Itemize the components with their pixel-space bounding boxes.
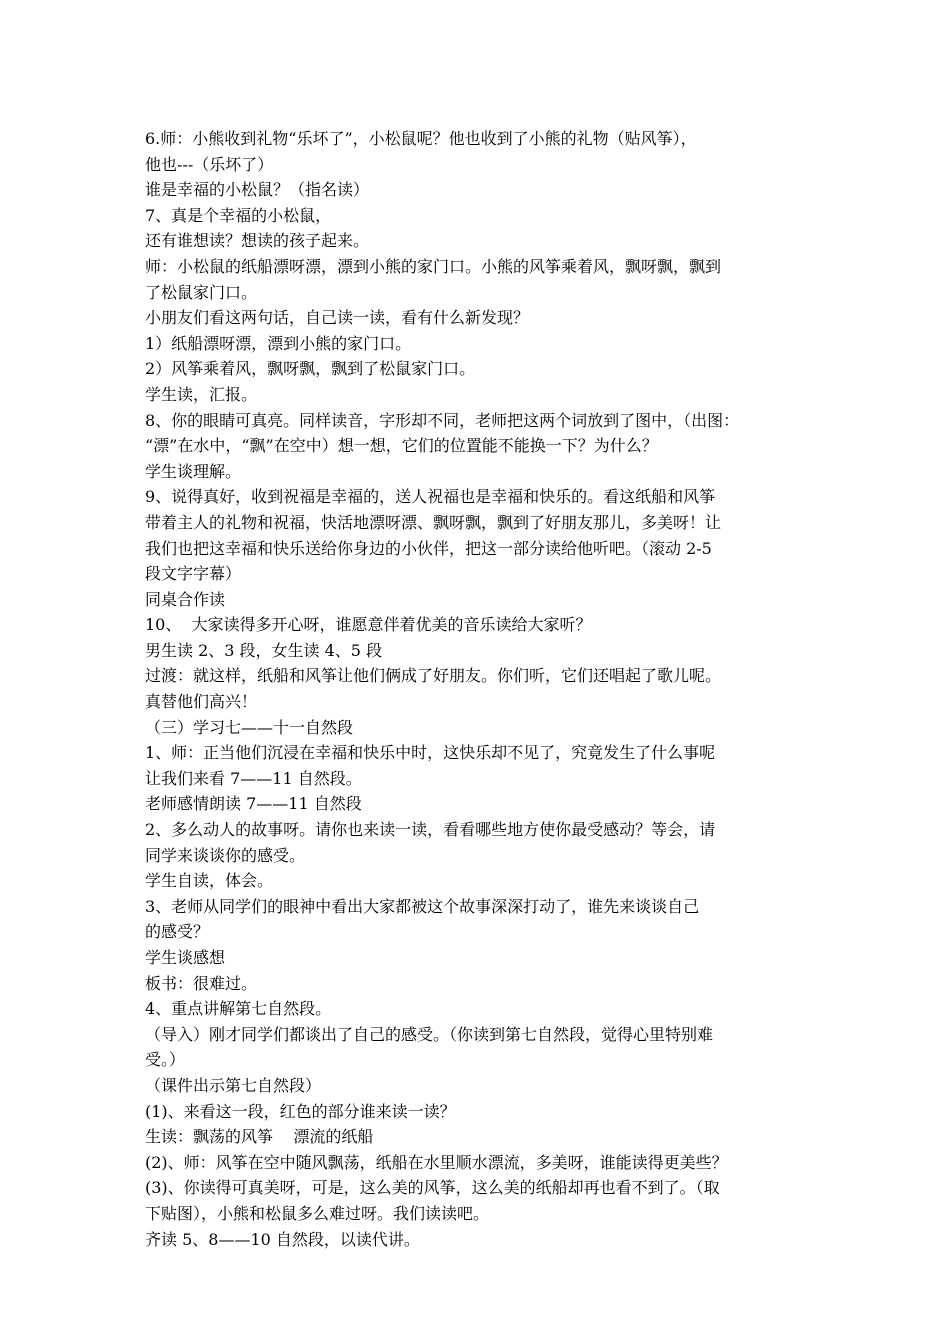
text-line: （课件出示第七自然段） xyxy=(145,1075,322,1095)
text-line: “漂”在水中，“飘”在空中）想一想，它们的位置能不能换一下？为什么？ xyxy=(145,436,658,456)
text-line: 8、你的眼睛可真亮。同样读音，字形却不同，老师把这两个词放到了图中，（出图： xyxy=(145,410,740,430)
text-line: 4、重点讲解第七自然段。 xyxy=(145,999,332,1019)
text-line: 的感受？ xyxy=(145,922,210,942)
text-line: 真替他们高兴！ xyxy=(145,692,258,712)
text-line: 老师感情朗读 7——11 自然段 xyxy=(145,794,362,814)
text-line: 学生读，汇报。 xyxy=(145,384,258,404)
text-line: (1)、来看这一段，红色的部分谁来读一读？ xyxy=(145,1101,456,1121)
document-body xyxy=(145,126,817,1252)
text-line: 学生自读，体会。 xyxy=(145,871,274,891)
text-line: 同学来谈谈你的感受。 xyxy=(145,845,306,865)
section-heading: （三）学习七——十一自然段 xyxy=(145,717,354,737)
text-line: 3、老师从同学们的眼神中看出大家都被这个故事深深打动了，谁先来谈谈自己 xyxy=(145,896,700,916)
text-line: 男生读 2、3 段，女生读 4、5 段 xyxy=(145,640,383,660)
text-line: 6.师：小熊收到礼物“乐坏了”，小松鼠呢？他也收到了小熊的礼物（贴风筝）， xyxy=(145,129,697,148)
text-line: 板书：很难过。 xyxy=(145,973,258,993)
text-line: 生读：飘荡的风筝 漂流的纸船 xyxy=(145,1127,374,1147)
text-line: 师：小松鼠的纸船漂呀漂，漂到小熊的家门口。小熊的风筝乘着风，飘呀飘，飘到 xyxy=(145,256,722,276)
text-line: 10、 大家读得多开心呀，谁愿意伴着优美的音乐读给大家听？ xyxy=(145,615,592,635)
text-line: 受。） xyxy=(145,1050,186,1070)
text-line: 学生谈感想 xyxy=(145,948,226,967)
text-line: 下贴图），小熊和松鼠多么难过呀。我们读读吧。 xyxy=(145,1203,490,1223)
text-line: 2）风筝乘着风，飘呀飘，飘到了松鼠家门口。 xyxy=(145,359,476,379)
text-line: （导入）刚才同学们都谈出了自己的感受。（你读到第七自然段，觉得心里特别难 xyxy=(145,1024,714,1044)
text-line: (2)、师：风筝在空中随风飘荡，纸船在水里顺水漂流，多美呀，谁能读得更美些？ xyxy=(145,1152,728,1172)
text-line: 2、多么动人的故事呀。请你也来读一读，看看哪些地方使你最受感动？等会，请 xyxy=(145,820,716,840)
text-line: 9、说得真好，收到祝福是幸福的，送人祝福也是幸福和快乐的。看这纸船和风筝 xyxy=(145,487,716,507)
text-line: 学生谈理解。 xyxy=(145,461,242,481)
text-line: 齐读 5、8——10 自然段，以读代讲。 xyxy=(145,1229,420,1249)
text-line: 谁是幸福的小松鼠？（指名读） xyxy=(145,180,370,200)
text-line: 过渡：就这样，纸船和风筝让他们俩成了好朋友。你们听，它们还唱起了歌儿呢。 xyxy=(145,666,722,686)
text-line: (3)、你读得可真美呀，可是，这么美的风筝，这么美的纸船却再也看不到了。（取 xyxy=(145,1178,720,1198)
text-line: 段文字字幕） xyxy=(145,564,242,584)
text-line: 还有谁想读？想读的孩子起来。 xyxy=(145,231,370,251)
text-line: 让我们来看 7——11 自然段。 xyxy=(145,768,362,788)
text-line: 小朋友们看这两句话，自己读一读，看有什么新发现？ xyxy=(145,308,530,328)
text-line: 我们也把这幸福和快乐送给你身边的小伙伴，把这一部分读给他听吧。（滚动 2-5 xyxy=(145,538,712,558)
text-line: 他也---（乐坏了） xyxy=(145,154,274,174)
text-line: 7、真是个幸福的小松鼠， xyxy=(145,205,332,225)
text-line: 同桌合作读 xyxy=(145,589,226,609)
text-line: 带着主人的礼物和祝福，快活地漂呀漂、飘呀飘，飘到了好朋友那儿，多美呀！让 xyxy=(145,512,722,532)
text-line: 了松鼠家门口。 xyxy=(145,282,258,302)
text-line: 1、师：正当他们沉浸在幸福和快乐中时，这快乐却不见了，究竟发生了什么事呢 xyxy=(145,743,716,763)
text-line: 1）纸船漂呀漂，漂到小熊的家门口。 xyxy=(145,333,412,353)
